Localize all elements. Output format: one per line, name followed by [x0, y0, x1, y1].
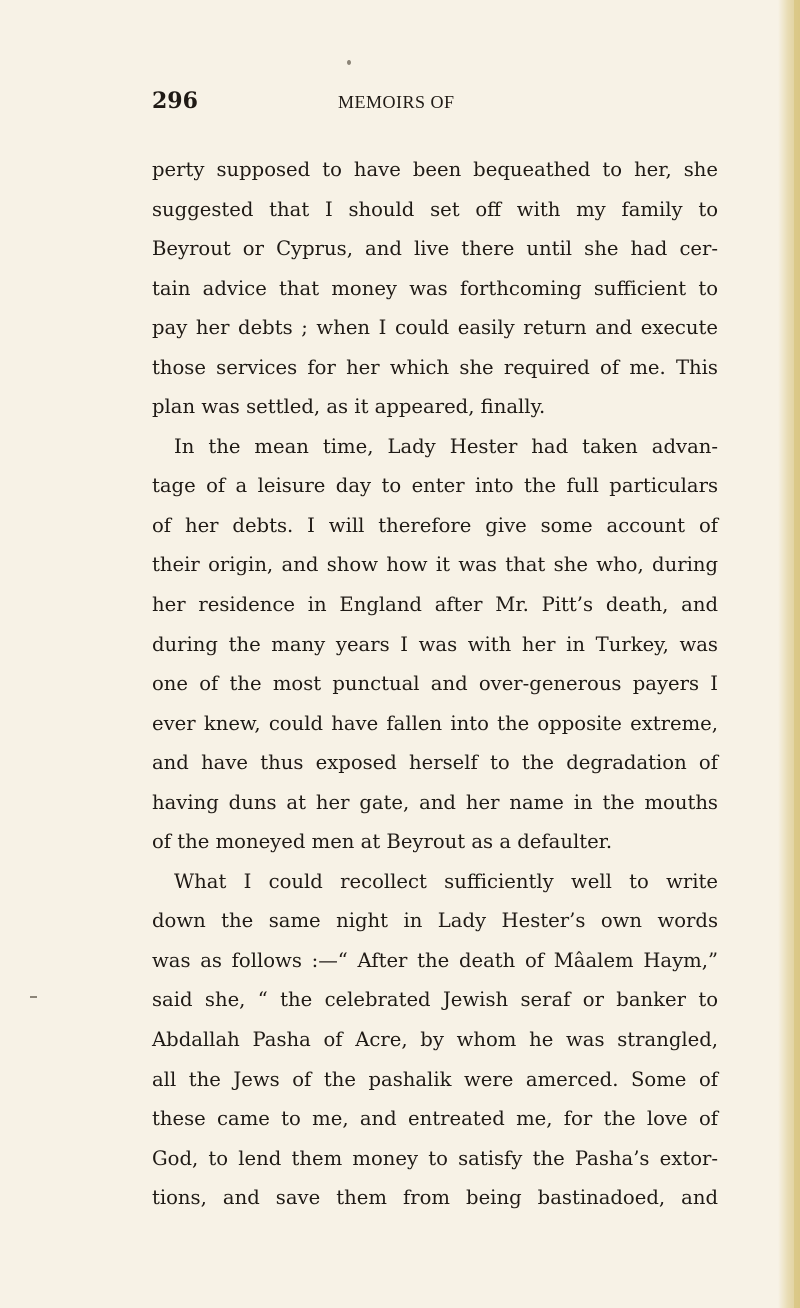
text-line: tions, and save them from being bastinadoed, and: [152, 1186, 718, 1210]
text-line: down the same night in Lady Hester’s own words: [152, 909, 718, 933]
text-line: said she, “ the celebrated Jewish seraf or banker to: [152, 988, 718, 1012]
body-text: [152, 150, 718, 1218]
paper-speck: [347, 60, 351, 65]
text-line: tage of a leisure day to enter into the full particulars: [152, 474, 718, 498]
text-line: In the mean time, Lady Hester had taken advan-: [174, 434, 718, 458]
margin-mark: [30, 996, 37, 998]
text-line: Abdallah Pasha of Acre, by whom he was strangled,: [152, 1028, 718, 1052]
text-line: her residence in England after Mr. Pitt’s death, and: [152, 593, 718, 617]
text-line: What I could recollect sufficiently well to write: [174, 869, 718, 893]
text-line: Beyrout or Cyprus, and live there until she had cer-: [152, 237, 718, 261]
text-line: one of the most punctual and over-generous payers I: [152, 672, 718, 696]
text-line: tain advice that money was forthcoming sufficient to: [152, 276, 718, 300]
text-line: their origin, and show how it was that she who, during: [152, 553, 718, 577]
page-header: [152, 88, 718, 128]
text-line: suggested that I should set off with my family to: [152, 197, 718, 221]
text-line: pay her debts ; when I could easily return and execute: [152, 316, 718, 340]
text-line: during the many years I was with her in Turkey, was: [152, 632, 718, 656]
text-line: was as follows :—“ After the death of Mâalem Haym,”: [152, 948, 718, 972]
text-line: and have thus exposed herself to the degradation of: [152, 751, 718, 775]
text-line: God, to lend them money to satisfy the Pasha’s extor-: [152, 1146, 718, 1170]
text-line: ever knew, could have fallen into the opposite extreme,: [152, 711, 718, 735]
page-number: 296: [152, 88, 198, 114]
text-line: having duns at her gate, and her name in the mouths: [152, 790, 718, 814]
text-line: these came to me, and entreated me, for the love of: [152, 1107, 718, 1131]
text-line: of the moneyed men at Beyrout as a defaulter.: [152, 830, 613, 854]
page-edge-strip: [794, 0, 800, 1308]
text-line: perty supposed to have been bequeathed to her, she: [152, 158, 718, 181]
text-line: all the Jews of the pashalik were amerced. Some of: [152, 1067, 718, 1091]
running-head: MEMOIRS OF: [338, 92, 455, 112]
text-line: those services for her which she required of me. This: [152, 355, 718, 379]
text-line: of her debts. I will therefore give some account of: [152, 513, 718, 537]
text-line: plan was settled, as it appeared, finally.: [152, 395, 546, 419]
